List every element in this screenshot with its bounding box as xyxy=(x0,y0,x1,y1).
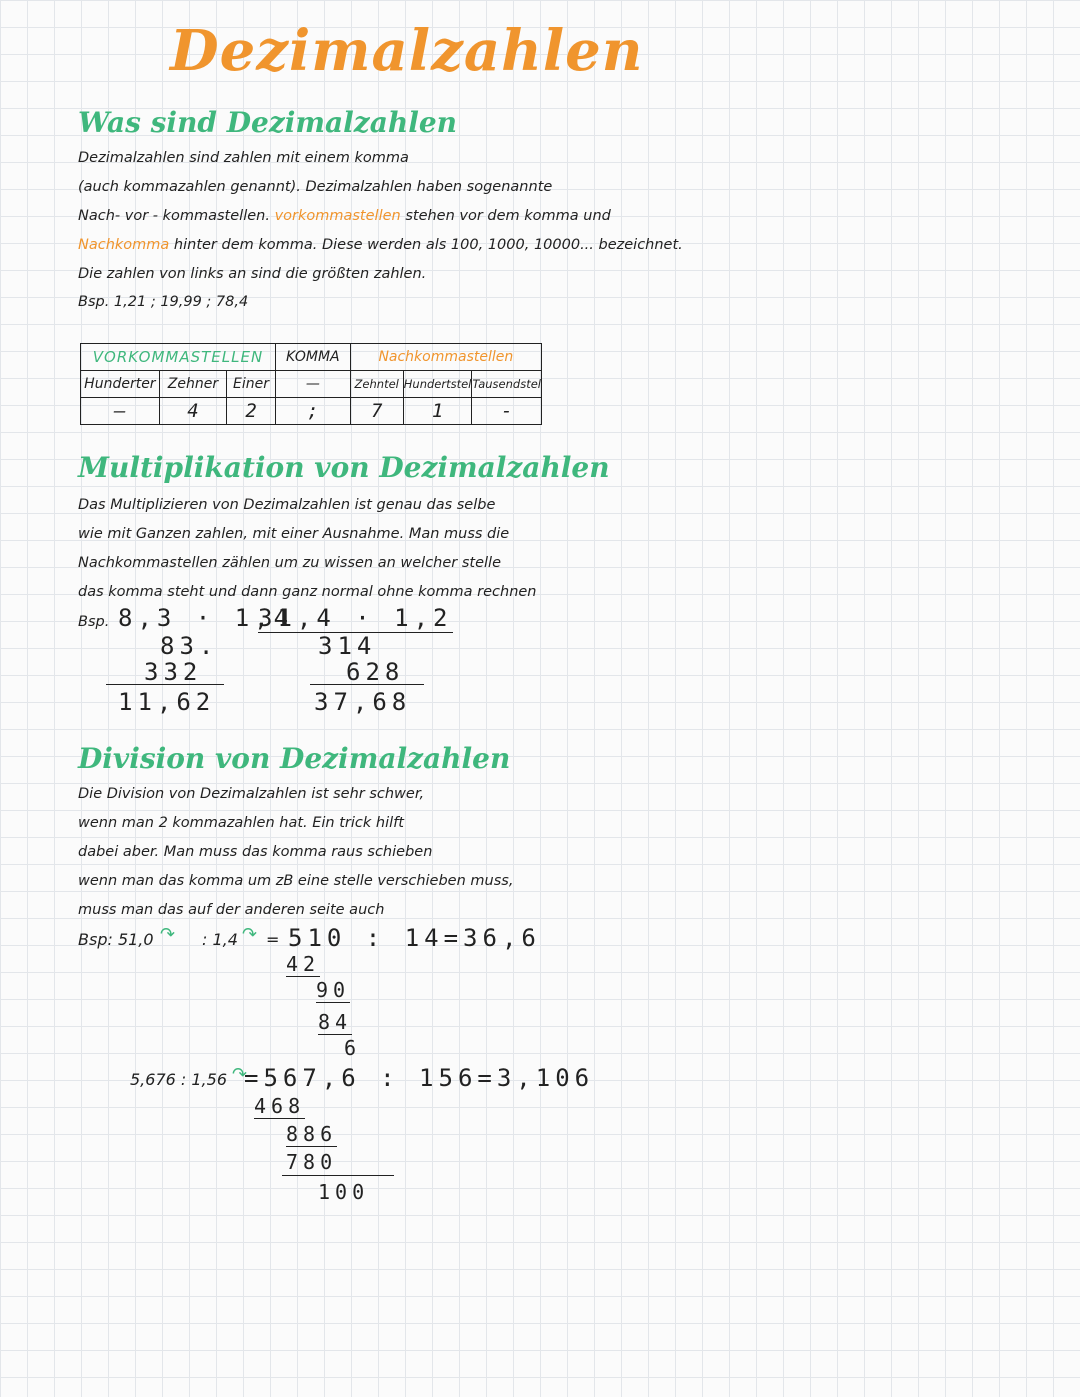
divider-line xyxy=(106,684,224,685)
page-title: Dezimalzahlen xyxy=(170,18,644,84)
div-example-2-step: 468 xyxy=(254,1094,306,1118)
value-einer: 2 xyxy=(227,398,276,425)
mult-example-2-row: 314 xyxy=(318,632,377,660)
header-nachkommastellen: Nachkommastellen xyxy=(350,344,541,371)
div-example-2-main: =567,6 : 156=3,106 xyxy=(244,1064,595,1092)
value-zehner: 4 xyxy=(159,398,226,425)
div-example-2-step: 886 xyxy=(286,1122,338,1146)
mult-example-1-result: 11,62 xyxy=(118,688,216,716)
header-vorkommastellen: VORKOMMASTELLEN xyxy=(81,344,276,371)
divider-line xyxy=(310,684,424,685)
place-value-table xyxy=(80,343,542,425)
div-example-2-step: 780 xyxy=(286,1150,338,1174)
col-hundertstel: Hundertstel xyxy=(403,371,472,398)
text-fragment: Nach- vor - kommastellen. xyxy=(78,208,270,224)
text-line: Die Division von Dezimalzahlen ist sehr schwer, xyxy=(78,786,425,802)
text-line: wenn man das komma um zB eine stelle verschieben muss, xyxy=(78,873,514,889)
text-line xyxy=(78,208,611,224)
text-line: Nachkommastellen zählen um zu wissen an welcher stelle xyxy=(78,555,502,571)
mult-example-1-row: 332 xyxy=(144,658,203,686)
section-heading-multiplikation: Multiplikation von Dezimalzahlen xyxy=(78,451,610,484)
div-example-1-step: 90 xyxy=(316,978,351,1002)
col-tausendstel: Tausendstel xyxy=(472,371,542,398)
highlight-vorkommastellen: vorkommastellen xyxy=(274,208,401,224)
div-example-1-step: 84 xyxy=(318,1010,353,1034)
divider-line xyxy=(282,1175,394,1176)
shift-arrow-icon: ↷ xyxy=(160,924,176,945)
col-zehntel: Zehntel xyxy=(350,371,403,398)
text-line: dabei aber. Man muss das komma raus schieben xyxy=(78,844,433,860)
shift-arrow-icon: ↷ xyxy=(242,924,258,945)
div-example-1-step: 42 xyxy=(286,952,321,976)
value-tausendstel: - xyxy=(472,398,542,425)
mult-example-2-result: 37,68 xyxy=(314,688,412,716)
mult-example-2-task: 31,4 · 1,2 xyxy=(258,604,453,632)
text-line: Dezimalzahlen sind zahlen mit einem komma xyxy=(78,150,409,166)
example-label: Bsp. xyxy=(78,614,110,630)
mult-example-1-task: 8,3 · 1,4 xyxy=(118,604,294,632)
text-fragment: stehen vor dem komma und xyxy=(405,208,611,224)
shift-arrow-icon: ↷ xyxy=(232,1064,248,1085)
text-line: wenn man 2 kommazahlen hat. Ein trick hilft xyxy=(78,815,404,831)
highlight-nachkomma: Nachkomma xyxy=(78,237,170,253)
text-fragment: hinter dem komma. Diese werden als 100, 1000, 10000... bezeichnet. xyxy=(173,237,683,253)
section-heading-division: Division von Dezimalzahlen xyxy=(78,742,511,775)
value-hunderter: — xyxy=(81,398,160,425)
div-example-2-label: 5,676 : 1,56 xyxy=(130,1070,227,1089)
text-line: das komma steht und dann ganz normal ohne komma rechnen xyxy=(78,584,537,600)
value-zehntel: 7 xyxy=(350,398,403,425)
col-hunderter: Hunderter xyxy=(81,371,160,398)
div-example-1-label: Bsp: 51,0 xyxy=(78,930,154,949)
mult-example-2-row: 628 xyxy=(346,658,405,686)
equals-sign: = xyxy=(266,930,280,949)
col-einer: Einer xyxy=(227,371,276,398)
text-line: (auch kommazahlen genannt). Dezimalzahlen haben sogenannte xyxy=(78,179,553,195)
text-line: wie mit Ganzen zahlen, mit einer Ausnahme. Man muss die xyxy=(78,526,510,542)
section-heading-was-sind: Was sind Dezimalzahlen xyxy=(78,106,457,139)
example-line: Bsp. 1,21 ; 19,99 ; 78,4 xyxy=(78,294,249,310)
text-line: Das Multiplizieren von Dezimalzahlen ist genau das selbe xyxy=(78,497,496,513)
div-example-1-remainder: 6 xyxy=(344,1036,362,1060)
value-komma: ; xyxy=(275,398,350,425)
col-zehner: Zehner xyxy=(159,371,226,398)
value-hundertstel: 1 xyxy=(403,398,472,425)
text-line: muss man das auf der anderen seite auch xyxy=(78,902,385,918)
text-line: Die zahlen von links an sind die größten zahlen. xyxy=(78,266,427,282)
header-komma: KOMMA xyxy=(275,344,350,371)
div-example-1-divisor: : 1,4 xyxy=(202,930,238,949)
col-komma: — xyxy=(275,371,350,398)
mult-example-1-row: 83. xyxy=(160,632,219,660)
div-example-1-main: 510 : 14=36,6 xyxy=(288,924,541,952)
text-line xyxy=(78,237,683,253)
div-example-2-remainder: 100 xyxy=(318,1180,370,1204)
